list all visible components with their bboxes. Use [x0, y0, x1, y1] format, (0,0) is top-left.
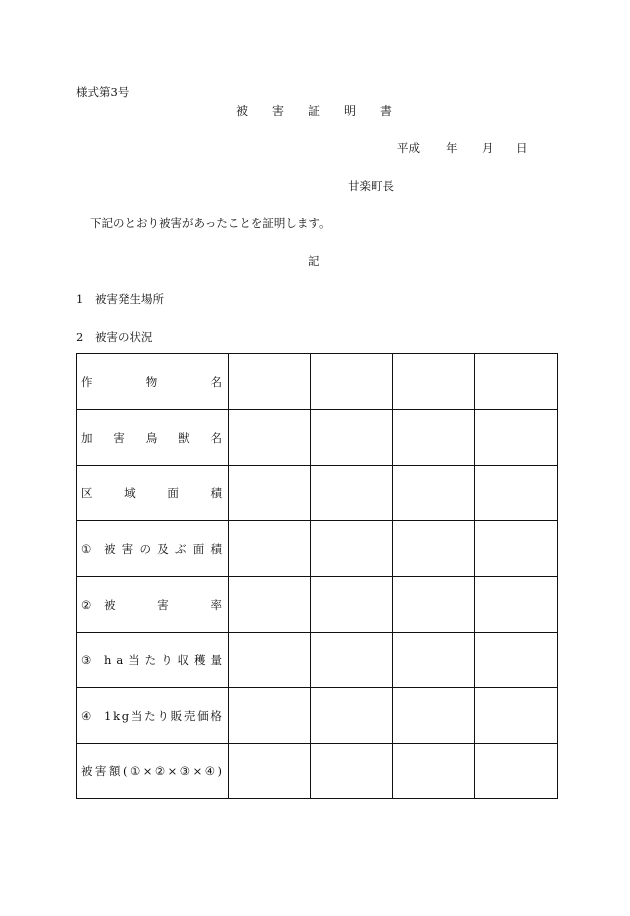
- row-label-damage-rate: [77, 577, 229, 633]
- value-cell-r6-c2: [311, 633, 393, 688]
- glyph: 証: [307, 104, 320, 118]
- glyph: 鳥: [145, 430, 158, 445]
- row-label-text: [81, 431, 222, 445]
- value-cell-r7-c2: [311, 688, 393, 744]
- value-cell-r4-c1: [229, 521, 311, 577]
- value-cell-r2-c2: [311, 410, 393, 466]
- row-prefix-number: ④: [81, 708, 92, 723]
- glyph: 穫: [194, 653, 206, 667]
- row-label-text: [104, 598, 222, 612]
- row-label-damaging-wildlife: [77, 410, 229, 466]
- glyph: 価: [197, 708, 209, 723]
- glyph: g: [121, 708, 130, 723]
- glyph: ×: [142, 764, 153, 778]
- row-label-damaged-area: [77, 521, 229, 577]
- date-day-unit: 日: [516, 141, 528, 155]
- value-cell-r6-c1: [229, 633, 311, 688]
- glyph: 作: [81, 374, 93, 389]
- value-cell-r3-c1: [229, 466, 311, 521]
- value-cell-r5-c3: [393, 577, 475, 633]
- row-prefix-number: ②: [81, 597, 92, 612]
- value-cell-r8-c1: [229, 744, 311, 799]
- glyph: h: [104, 653, 112, 667]
- value-cell-r1-c3: [393, 354, 475, 410]
- glyph: 被: [81, 764, 93, 778]
- form-number: 様式第3号: [76, 85, 130, 99]
- glyph: 域: [124, 486, 136, 500]
- section-1-number: 1: [76, 292, 84, 306]
- glyph: た: [144, 708, 156, 723]
- glyph: 名: [210, 374, 222, 389]
- value-cell-r3-c3: [393, 466, 475, 521]
- date-era: 平成: [397, 141, 420, 155]
- value-cell-r5-c2: [311, 577, 393, 633]
- row-label-yield-per-ha: [77, 633, 229, 688]
- value-cell-r8-c4: [475, 744, 558, 799]
- row-label-price-per-kg: [77, 688, 229, 744]
- value-cell-r7-c4: [475, 688, 558, 744]
- glyph: 名: [210, 430, 222, 445]
- glyph: 被: [104, 597, 116, 612]
- damage-table: [76, 353, 558, 799]
- glyph: 物: [145, 374, 158, 389]
- value-cell-r1-c4: [475, 354, 558, 410]
- glyph: 被: [104, 541, 116, 556]
- row-label-area: [77, 466, 229, 521]
- glyph: 明: [343, 104, 356, 118]
- glyph: 1: [104, 708, 112, 723]
- section-2-number: 2: [76, 330, 84, 344]
- glyph: 獣: [178, 430, 190, 445]
- glyph: ×: [167, 764, 178, 778]
- value-cell-r6-c3: [393, 633, 475, 688]
- value-cell-r4-c2: [311, 521, 393, 577]
- glyph: 販: [170, 708, 183, 723]
- section-1-label: 被害発生場所: [95, 292, 164, 306]
- row-label-text: [104, 653, 222, 667]
- glyph: 額: [108, 764, 121, 778]
- value-cell-r7-c3: [393, 688, 475, 744]
- glyph: 積: [210, 541, 222, 556]
- glyph: 当: [130, 708, 143, 723]
- glyph: 売: [183, 708, 196, 723]
- value-cell-r3-c2: [311, 466, 393, 521]
- glyph: a: [116, 653, 124, 667]
- glyph: 積: [210, 486, 222, 500]
- value-cell-r2-c4: [475, 410, 558, 466]
- value-cell-r7-c1: [229, 688, 311, 744]
- row-label-crop: [77, 354, 229, 410]
- glyph: ぶ: [175, 541, 187, 556]
- value-cell-r8-c2: [311, 744, 393, 799]
- ki-heading: 記: [308, 254, 320, 268]
- glyph: ×: [192, 764, 203, 778]
- value-cell-r6-c4: [475, 633, 558, 688]
- row-label-damage-amount: [77, 744, 229, 799]
- glyph: 書: [379, 104, 392, 118]
- statement: 下記のとおり被害があったことを証明します。: [90, 216, 331, 230]
- row-label-text: [104, 709, 222, 723]
- row-label-text: [81, 486, 222, 500]
- glyph: 当: [128, 653, 140, 667]
- glyph: 害: [121, 541, 134, 556]
- glyph: 害: [271, 104, 284, 118]
- glyph: 量: [210, 653, 222, 667]
- value-cell-r2-c3: [393, 410, 475, 466]
- row-label-text: [81, 764, 222, 778]
- glyph: (: [122, 764, 128, 778]
- glyph: ): [217, 764, 222, 778]
- glyph: 率: [210, 597, 222, 612]
- value-cell-r1-c1: [229, 354, 311, 410]
- glyph: 被: [236, 104, 249, 118]
- glyph: の: [139, 541, 151, 556]
- date-month-unit: 月: [482, 141, 494, 155]
- value-cell-r5-c1: [229, 577, 311, 633]
- value-cell-r1-c2: [311, 354, 393, 410]
- value-cell-r3-c4: [475, 466, 558, 521]
- glyph: 面: [192, 541, 205, 556]
- glyph: 格: [210, 708, 222, 723]
- glyph: 害: [113, 430, 125, 445]
- glyph: ④: [204, 764, 216, 778]
- glyph: ①: [129, 764, 141, 778]
- value-cell-r4-c4: [475, 521, 558, 577]
- addressee: 甘楽町長: [348, 179, 394, 193]
- value-cell-r4-c3: [393, 521, 475, 577]
- glyph: り: [161, 653, 173, 667]
- glyph: 収: [177, 653, 190, 667]
- row-prefix-number: ③: [81, 653, 92, 667]
- section-2-label: 被害の状況: [95, 330, 153, 344]
- row-label-text: [81, 375, 222, 389]
- row-prefix-number: ①: [81, 541, 92, 556]
- glyph: 及: [157, 541, 169, 556]
- row-label-text: [104, 542, 222, 556]
- glyph: ②: [154, 764, 166, 778]
- glyph: 加: [81, 430, 93, 445]
- glyph: 害: [157, 597, 169, 612]
- glyph: 面: [167, 486, 179, 500]
- value-cell-r8-c3: [393, 744, 475, 799]
- value-cell-r5-c4: [475, 577, 558, 633]
- glyph: 害: [94, 764, 107, 778]
- glyph: た: [144, 653, 157, 667]
- glyph: り: [157, 708, 169, 723]
- glyph: k: [113, 708, 121, 723]
- document-title: [236, 104, 392, 118]
- glyph: ③: [179, 764, 191, 778]
- date-year-unit: 年: [446, 141, 458, 155]
- value-cell-r2-c1: [229, 410, 311, 466]
- glyph: 区: [81, 486, 93, 500]
